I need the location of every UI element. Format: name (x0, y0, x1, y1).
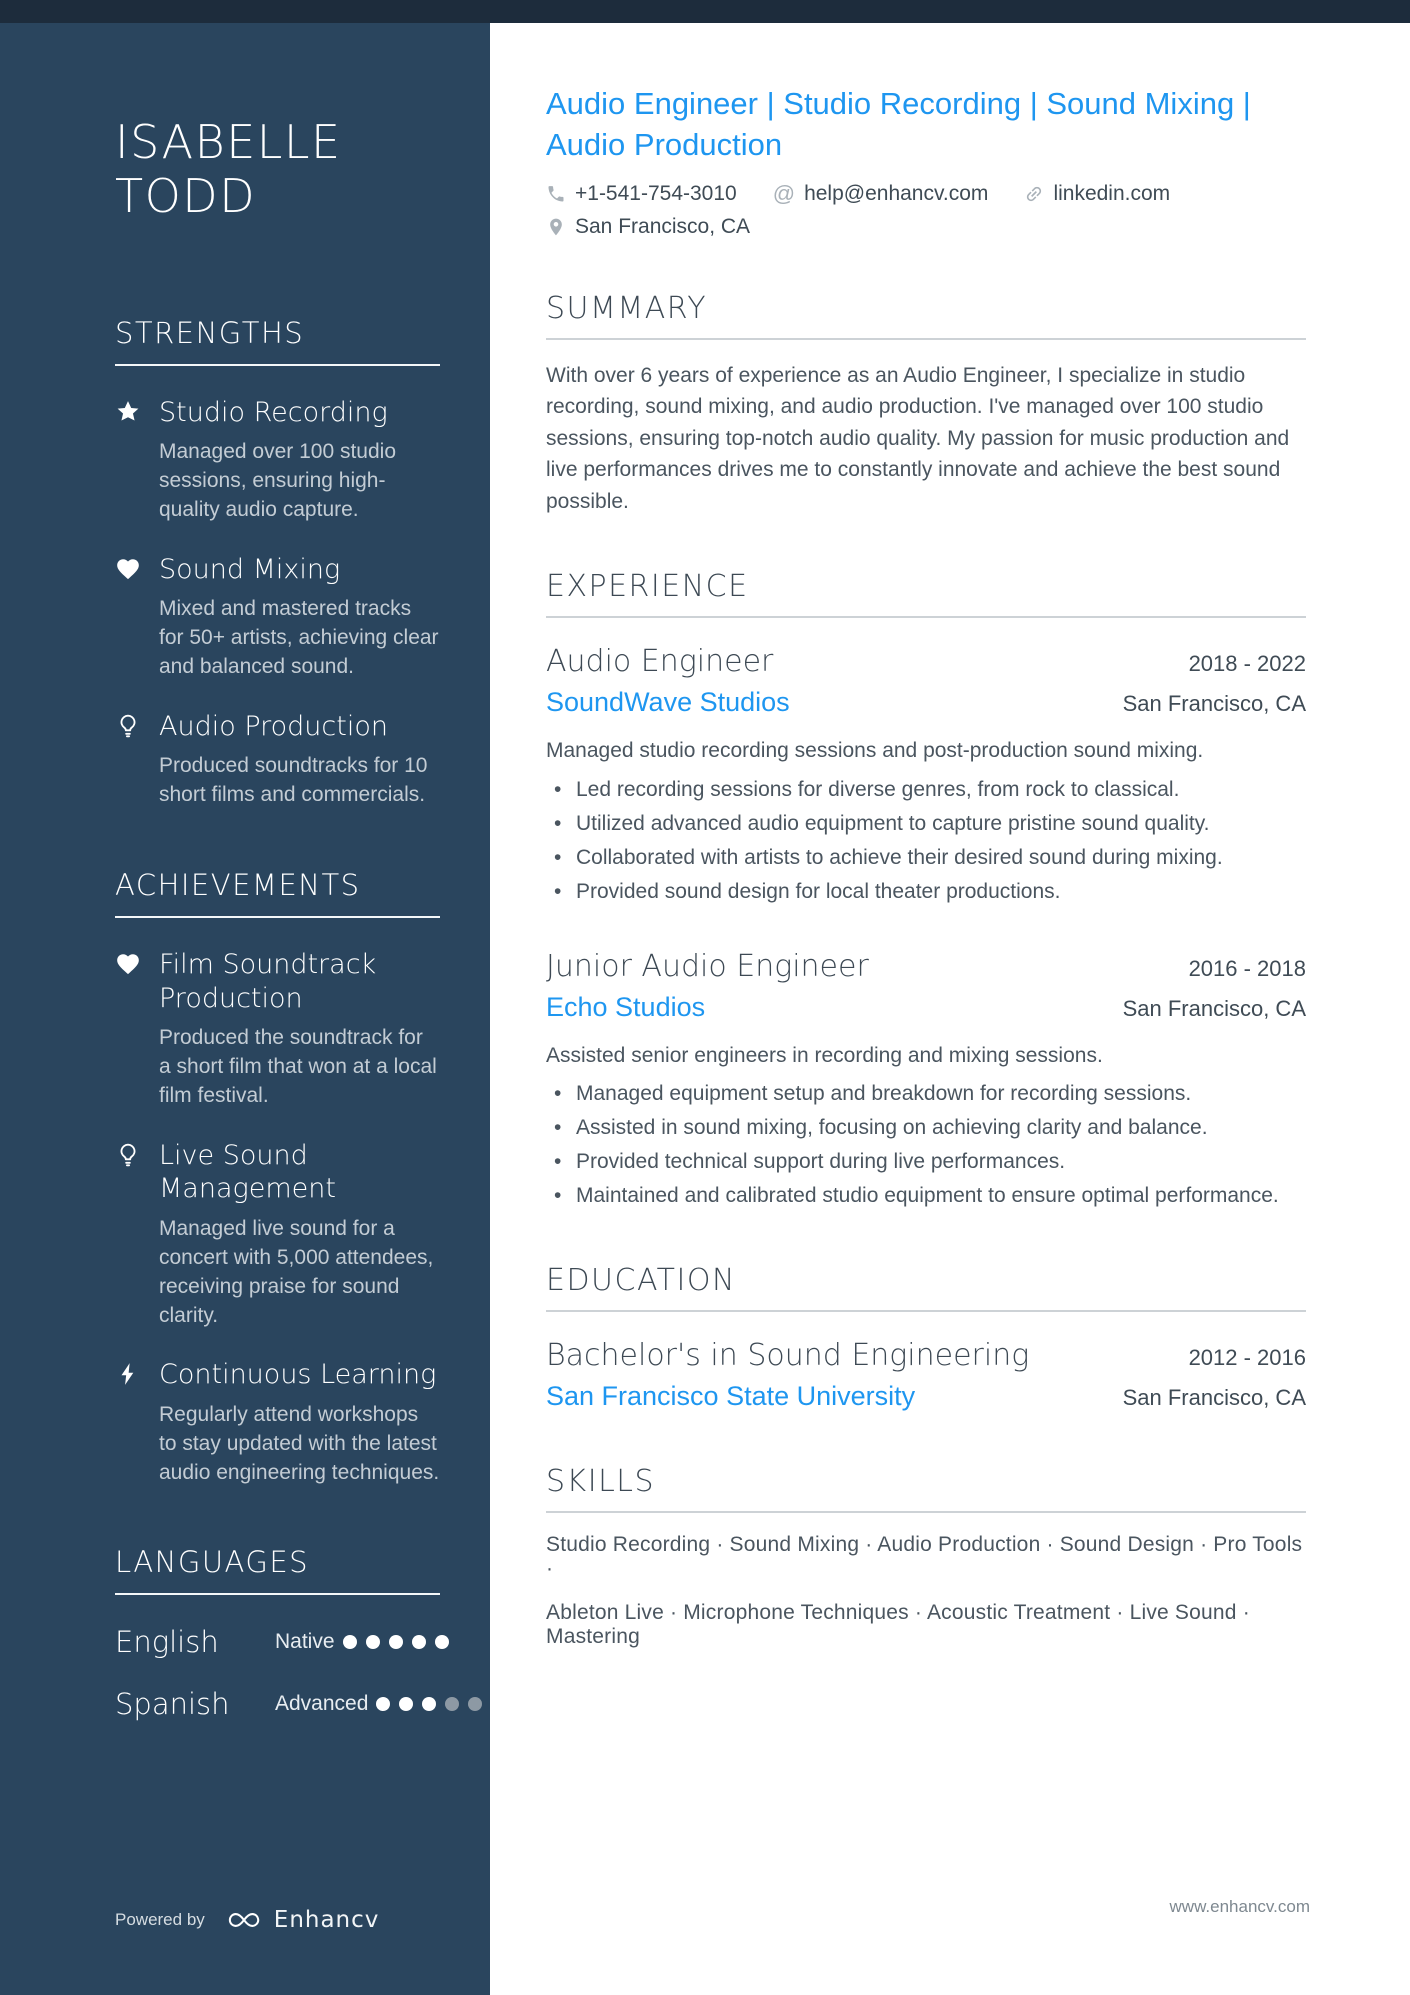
sidebar-item-description: Produced soundtracks for 10 short films and commercials. (159, 754, 428, 807)
section-underline (115, 364, 440, 366)
top-strip (0, 0, 1410, 23)
linkedin-url: linkedin.com (1053, 181, 1171, 205)
section-rule (546, 1511, 1306, 1513)
resume-entry (546, 644, 1306, 907)
lightbulb-icon (115, 1142, 141, 1168)
section-rule (546, 616, 1306, 618)
entry-description: Managed studio recording sessions and post-production sound mixing. (546, 739, 1204, 763)
entry-dates: 2016 - 2018 (1188, 955, 1306, 981)
entry-dates: 2012 - 2016 (1188, 1345, 1306, 1371)
language-row (115, 1625, 440, 1659)
entry-title: Audio Engineer (546, 644, 774, 680)
language-name: Spanish (115, 1687, 230, 1722)
language-level: Native (275, 1630, 335, 1654)
dot-filled (435, 1635, 449, 1649)
bullet-point: • Collaborated with artists to achieve their desired sound during mixing. (546, 843, 1306, 873)
enhancv-brand-link[interactable] (223, 1907, 380, 1933)
sidebar-item-title: Sound Mixing (159, 553, 341, 585)
dot-filled (399, 1697, 413, 1711)
dot-empty (468, 1697, 482, 1711)
contact-block (546, 182, 1306, 239)
sidebar-item (115, 396, 440, 525)
sidebar-item (115, 1139, 440, 1331)
section-rule (546, 338, 1306, 340)
sidebar-item (115, 553, 440, 682)
sidebar-item (115, 948, 440, 1111)
education-section (546, 1263, 1306, 1412)
contact-row-2 (546, 215, 1306, 239)
skills-heading: SKILLS (546, 1464, 656, 1500)
star-icon (115, 399, 141, 425)
phone-number: +1-541-754-3010 (575, 181, 737, 205)
sidebar-item-description: Produced the soundtrack for a short film that won at a local film festival. (159, 1026, 437, 1107)
section-underline (115, 916, 440, 918)
at-icon: @ (772, 180, 796, 206)
entry-title: Bachelor's in Sound Engineering (546, 1338, 1030, 1374)
sidebar-item-description: Mixed and mastered tracks for 50+ artists, achieving clear and balanced sound. (159, 597, 439, 678)
link-icon (1024, 184, 1044, 204)
entry-location: San Francisco, CA (1122, 1385, 1306, 1411)
entry-location: San Francisco, CA (1122, 691, 1306, 717)
section-underline (115, 1593, 440, 1595)
heart-icon (115, 951, 141, 977)
main-column (490, 0, 1410, 1995)
skills-line: Studio Recording · Sound Mixing · Audio Production · Sound Design · Pro Tools · (546, 1533, 1303, 1581)
entry-title: Junior Audio Engineer (546, 948, 869, 984)
language-level: Advanced (275, 1692, 369, 1716)
sidebar-section-languages (115, 1545, 440, 1721)
lightbulb-icon (115, 713, 141, 739)
sidebar-section-heading: STRENGTHS (115, 315, 305, 350)
sidebar (0, 0, 490, 1995)
summary-heading: SUMMARY (546, 290, 708, 326)
dot-filled (389, 1635, 403, 1649)
dot-filled (366, 1635, 380, 1649)
sidebar-item-description: Regularly attend workshops to stay updated with the latest audio engineering techniques. (159, 1403, 440, 1484)
enhancv-brand-label: Enhancv (273, 1907, 380, 1933)
entry-organization: SoundWave Studios (546, 687, 790, 718)
education-entries (546, 1338, 1306, 1412)
sidebar-footer (115, 1907, 379, 1933)
location-pin-icon (546, 217, 566, 237)
bullet-point: • Provided technical support during live performances. (546, 1147, 1306, 1177)
entry-location: San Francisco, CA (1122, 995, 1306, 1021)
email-address: help@enhancv.com (804, 181, 989, 205)
languages-list (115, 1625, 440, 1721)
languages-heading: LANGUAGES (115, 1545, 310, 1580)
skills-list (546, 1533, 1306, 1649)
language-proficiency-dots (343, 1635, 449, 1649)
dot-empty (445, 1697, 459, 1711)
sidebar-item-title: Audio Production (159, 710, 388, 742)
summary-section (546, 291, 1306, 518)
sidebar-item-description: Managed live sound for a concert with 5,000 attendees, receiving praise for sound clarity. (159, 1217, 434, 1327)
heart-icon (115, 556, 141, 582)
bullet-point: • Managed equipment setup and breakdown for recording sessions. (546, 1079, 1306, 1109)
resume-entry (546, 1338, 1306, 1412)
sidebar-section-strengths (115, 316, 440, 810)
sidebar-item (115, 710, 440, 810)
experience-section (546, 569, 1306, 1211)
dot-filled (376, 1697, 390, 1711)
sidebar-item (115, 1358, 440, 1487)
bullet-point: • Utilized advanced audio equipment to capture pristine sound quality. (546, 809, 1306, 839)
phone-icon (546, 184, 566, 204)
sidebar-item-title: Studio Recording (159, 396, 388, 428)
location-text: San Francisco, CA (575, 214, 751, 238)
experience-heading: EXPERIENCE (546, 569, 749, 605)
sidebar-section-items (115, 396, 440, 810)
sidebar-item-title: Continuous Learning (159, 1359, 437, 1391)
dot-filled (343, 1635, 357, 1649)
sidebar-item-title: Film Soundtrack Production (159, 948, 377, 1014)
powered-by-label: Powered by (115, 1910, 205, 1929)
sidebar-section-items (115, 948, 440, 1487)
linkedin-link[interactable] (1024, 182, 1170, 206)
education-heading: EDUCATION (546, 1263, 736, 1299)
summary-text: With over 6 years of experience as an Audio Engineer, I specialize in studio recording, sound mixing, and audio production. I've managed over 100 studio sessions, ensuring top-notch audio quality. My passion for music production and live performances drives me to constantly innovate and achieve the best sound possible. (546, 363, 1290, 513)
candidate-name: ISABELLE TODD (115, 115, 342, 224)
enhancv-site-link[interactable]: www.enhancv.com (1169, 1897, 1310, 1916)
email-link[interactable] (773, 182, 989, 206)
enhancv-logo-icon (223, 1907, 265, 1933)
location-item (546, 215, 750, 239)
language-name: English (115, 1625, 219, 1660)
experience-entries (546, 644, 1306, 1211)
bullet-point: • Maintained and calibrated studio equipment to ensure optimal performance. (546, 1181, 1306, 1211)
entry-description: Assisted senior engineers in recording and mixing sessions. (546, 1043, 1103, 1067)
contact-row-1 (546, 182, 1306, 206)
sidebar-item-title: Live Sound Management (159, 1139, 336, 1205)
section-rule (546, 1310, 1306, 1312)
entry-organization: Echo Studios (546, 991, 706, 1022)
resume-headline: Audio Engineer | Studio Recording | Sound Mixing | Audio Production (546, 86, 1251, 162)
bolt-icon (115, 1361, 141, 1387)
entry-bullet-list (546, 1079, 1306, 1211)
dot-filled (422, 1697, 436, 1711)
sidebar-section-heading: ACHIEVEMENTS (115, 867, 361, 902)
sidebar-sections (115, 316, 440, 1488)
bullet-point: • Assisted in sound mixing, focusing on achieving clarity and balance. (546, 1113, 1306, 1143)
bullet-point: • Led recording sessions for diverse genres, from rock to classical. (546, 775, 1306, 805)
entry-bullet-list (546, 775, 1306, 907)
language-row (115, 1687, 440, 1721)
bullet-point: • Provided sound design for local theater productions. (546, 877, 1306, 907)
entry-dates: 2018 - 2022 (1188, 651, 1306, 677)
skills-section (546, 1464, 1306, 1649)
resume-entry (546, 949, 1306, 1212)
language-proficiency-dots (376, 1697, 482, 1711)
sidebar-item-description: Managed over 100 studio sessions, ensuring high-quality audio capture. (159, 440, 396, 521)
dot-filled (412, 1635, 426, 1649)
phone-link[interactable] (546, 182, 737, 206)
entry-organization: San Francisco State University (546, 1381, 916, 1412)
skills-line: Ableton Live · Microphone Techniques · Acoustic Treatment · Live Sound · Mastering (546, 1601, 1250, 1649)
sidebar-section-achievements (115, 868, 440, 1487)
